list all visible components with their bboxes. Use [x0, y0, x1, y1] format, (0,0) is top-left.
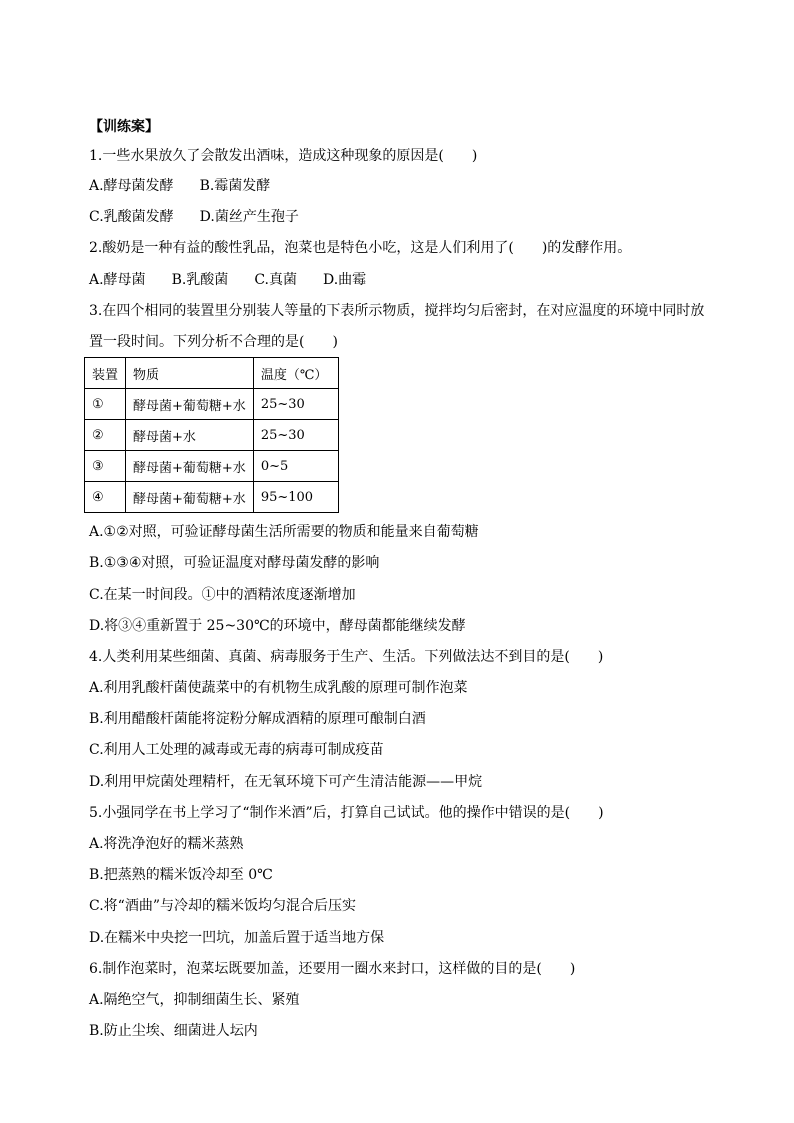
question-1-options-row-2 [89, 207, 299, 227]
question-3-stem-line-2: 置一段时间。下列分析不合理的是( ) [89, 334, 338, 350]
table-cell: ③ [85, 451, 126, 482]
question-2-options-row [89, 270, 366, 290]
table-header-cell: 装置 [85, 358, 126, 389]
table-cell: ④ [85, 482, 126, 513]
table-cell: ① [85, 389, 126, 420]
question-4-option-d: D.利用甲烷菌处理精杆，在无氧环境下可产生清洁能源——甲烷 [89, 774, 483, 790]
question-3-option-d: D.将③④重新置于 25~30℃的环境中，酵母菌都能继续发酵 [89, 618, 466, 634]
table-cell: ② [85, 420, 126, 451]
question-4-stem: 4.人类利用某些细菌、真菌、病毒服务于生产、生活。下列做法达不到目的是( ) [89, 649, 604, 665]
question-4-option-a: A.利用乳酸杆菌使蔬菜中的有机物生成乳酸的原理可制作泡菜 [89, 680, 468, 696]
question-3-option-a: A.①②对照，可验证酵母菌生活所需要的物质和能量来自葡萄糖 [89, 524, 479, 540]
table-header-row [85, 358, 339, 389]
table-row [85, 451, 339, 482]
question-5-option-b: B.把蒸熟的糯米饭冷却至 0℃ [89, 867, 273, 883]
question-1-stem: 1.一些水果放久了会散发出酒味，造成这种现象的原因是( ) [89, 148, 478, 164]
table-cell: 酵母菌+葡萄糖+水 [126, 451, 254, 482]
question-5-option-c: C.将“酒曲”与冷却的糯米饭均匀混合后压实 [89, 898, 356, 914]
question-1-option-b: B.霉菌发酵 [199, 178, 271, 194]
question-3-table [84, 357, 339, 513]
question-5-option-d: D.在糯米中央挖一凹坑，加盖后置于适当地方保 [89, 930, 385, 946]
question-2-option-c: C.真菌 [254, 272, 297, 288]
question-6-stem: 6.制作泡菜时，泡菜坛既要加盖，还要用一圈水来封口，这样做的目的是( ) [89, 961, 576, 977]
section-heading: 【训练案】 [89, 119, 159, 135]
question-2-option-b: B.乳酸菌 [171, 272, 229, 288]
table-row [85, 420, 339, 451]
question-6-option-b: B.防止尘埃、细菌进人坛内 [89, 1023, 258, 1039]
table-row [85, 482, 339, 513]
question-1-options-row-1 [89, 176, 270, 196]
table-cell: 95~100 [253, 482, 338, 513]
question-5-option-a: A.将洗净泡好的糯米蒸熟 [89, 836, 244, 852]
question-5-stem: 5.小强同学在书上学习了“制作米酒”后，打算自己试试。他的操作中错误的是( ) [89, 805, 604, 821]
table-header-cell: 物质 [126, 358, 254, 389]
question-2-option-d: D.曲霉 [322, 272, 367, 288]
question-1-option-a: A.酵母菌发酵 [89, 178, 174, 194]
question-6-option-a: A.隔绝空气，抑制细菌生长、紧殖 [89, 992, 300, 1008]
question-3-option-c: C.在某一时间段。①中的酒精浓度逐渐增加 [89, 587, 356, 603]
question-2-stem: 2.酸奶是一种有益的酸性乳品，泡菜也是特色小吃，这是人们利用了( )的发酵作用。 [89, 240, 632, 256]
table-cell: 酵母菌+葡萄糖+水 [126, 482, 254, 513]
table-cell: 0~5 [253, 451, 338, 482]
question-4-option-c: C.利用人工处理的减毒或无毒的病毒可制成疫苗 [89, 742, 384, 758]
question-4-option-b: B.利用醋酸杆菌能将淀粉分解成酒精的原理可酿制白酒 [89, 711, 426, 727]
table-header-cell: 温度（℃） [253, 358, 338, 389]
table-cell: 酵母菌+葡萄糖+水 [126, 389, 254, 420]
table-cell: 酵母菌+水 [126, 420, 254, 451]
table-cell: 25~30 [253, 389, 338, 420]
question-3-stem-line-1: 3.在四个相同的装置里分别装人等量的下表所示物质，搅拌均匀后密封，在对应温度的环境中同时放 [89, 303, 705, 319]
table-cell: 25~30 [253, 420, 338, 451]
question-2-option-a: A.酵母菌 [89, 272, 146, 288]
question-3-option-b: B.①③④对照，可验证温度对酵母菌发酵的影响 [89, 555, 380, 571]
table-row [85, 389, 339, 420]
question-1-option-c: C.乳酸菌发酵 [89, 209, 174, 225]
question-1-option-d: D.菌丝产生孢子 [199, 209, 299, 225]
